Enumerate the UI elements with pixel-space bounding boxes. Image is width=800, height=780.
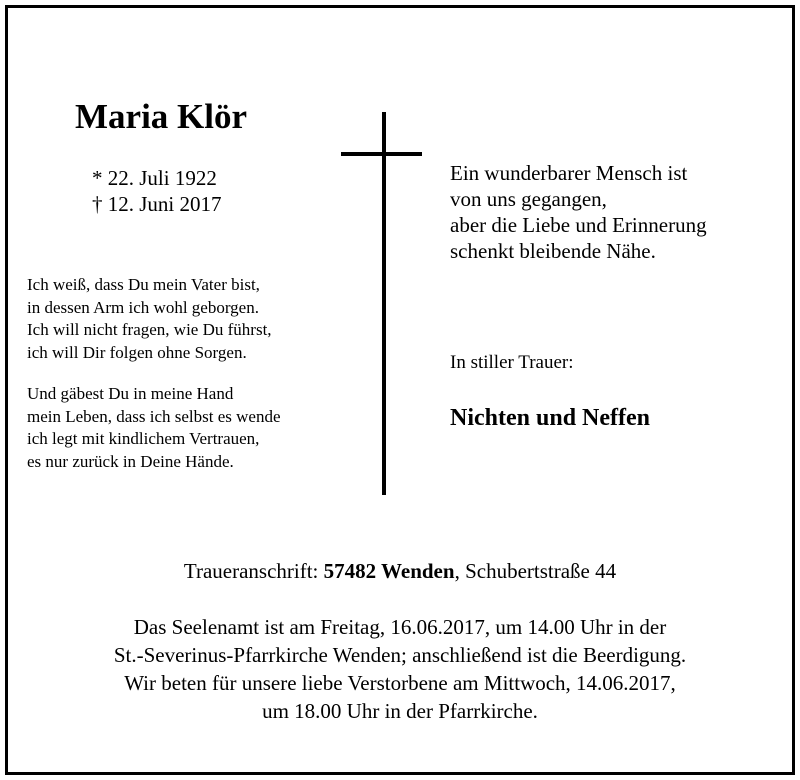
poem-line: Ich weiß, dass Du mein Vater bist, bbox=[27, 275, 260, 294]
quote-line: aber die Liebe und Erinnerung bbox=[450, 213, 707, 237]
mourning-family: Nichten und Neffen bbox=[450, 405, 651, 431]
poem-line: Ich will nicht fragen, wie Du führst, bbox=[27, 320, 272, 339]
service-line: um 18.00 Uhr in der Pfarrkirche. bbox=[262, 699, 538, 723]
quote-line: von uns gegangen, bbox=[450, 187, 607, 211]
poem-line: Und gäbest Du in meine Hand bbox=[27, 384, 234, 403]
poem-line: in dessen Arm ich wohl geborgen. bbox=[27, 297, 259, 317]
poem-line: mein Leben, dass ich selbst es wende bbox=[27, 406, 281, 426]
service-line: Wir beten für unsere liebe Verstorbene am Mittwoch, 14.06.2017, bbox=[124, 671, 676, 695]
service-line: St.-Severinus-Pfarrkirche Wenden; anschließend ist die Beerdigung. bbox=[113, 643, 687, 667]
life-dates bbox=[92, 165, 222, 217]
poem-stanza-1 bbox=[27, 274, 281, 364]
cross-vertical-bar bbox=[382, 112, 386, 495]
poem-stanza-2 bbox=[27, 383, 281, 473]
service-info bbox=[0, 613, 800, 725]
deceased-name: Maria Klör bbox=[75, 97, 248, 136]
mourning-label: In stiller Trauer: bbox=[450, 352, 574, 373]
memorial-quote bbox=[450, 160, 707, 264]
service-line: Das Seelenamt ist am Freitag, 16.06.2017, um 14.00 Uhr in der bbox=[133, 615, 667, 639]
poem-line: ich will Dir folgen ohne Sorgen. bbox=[27, 342, 247, 362]
address-label: Traueranschrift: bbox=[183, 559, 324, 583]
birth-date: * 22. Juli 1922 bbox=[92, 166, 217, 190]
mourning-address bbox=[0, 559, 800, 584]
cross-horizontal-bar bbox=[341, 152, 422, 156]
quote-line: Ein wunderbarer Mensch ist bbox=[450, 161, 688, 185]
address-street: , Schubertstraße 44 bbox=[454, 559, 617, 583]
poem-line: es nur zurück in Deine Hände. bbox=[27, 451, 234, 471]
poem-line: ich legt mit kindlichem Vertrauen, bbox=[27, 429, 260, 448]
death-date: † 12. Juni 2017 bbox=[92, 192, 222, 216]
address-city: 57482 Wenden bbox=[323, 559, 455, 583]
quote-line: schenkt bleibende Nähe. bbox=[450, 239, 656, 263]
poem bbox=[27, 274, 281, 492]
